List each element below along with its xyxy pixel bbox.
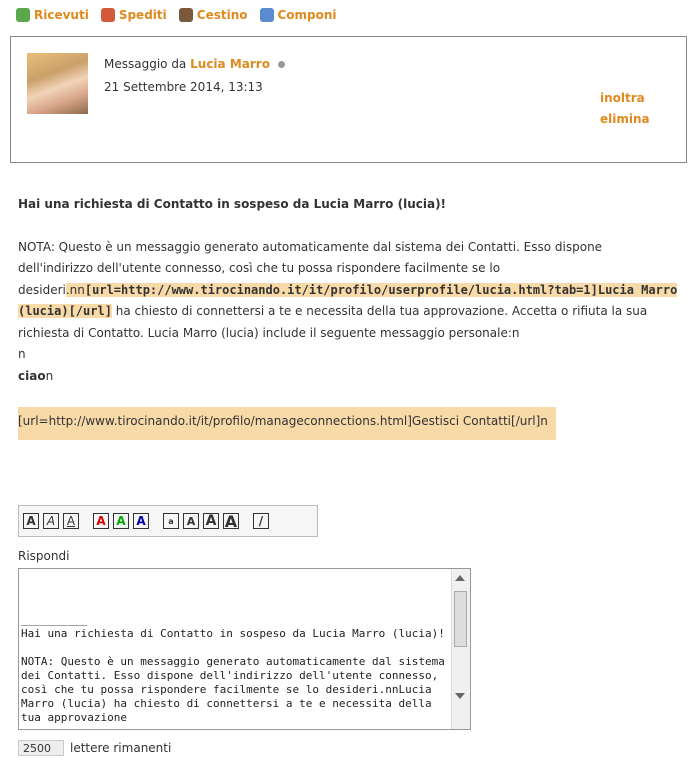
char-counter-label: lettere rimanenti xyxy=(70,741,172,755)
nav-spediti-label: Spediti xyxy=(118,8,167,22)
message-body xyxy=(18,194,678,440)
nav-cestino-label: Cestino xyxy=(196,8,248,22)
profile-link[interactable]: [url=http://www.tirocinando.it/it/profilo/userprofile/lucia.html?tab=1]Lucia Marro (lucia)[/url] xyxy=(18,282,678,318)
reply-text[interactable]: __________ Hai una richiesta di Contatto in sospeso da Lucia Marro (lucia)! NOTA: Questo è un messaggio generato automaticamente dal sistema dei Contatti. Esso dispone dell'indirizzo dell'utente connesso, così che tu possa rispondere facilmente se lo desideri.nnLucia Marro (lucia) ha chiesto di connettersi a te e necessita della tua approvazione xyxy=(21,613,445,724)
message-line-ciao xyxy=(18,366,678,388)
online-status-icon xyxy=(278,61,285,68)
message-header xyxy=(10,36,687,163)
small-font-button[interactable]: a xyxy=(163,513,179,529)
scroll-down-icon[interactable] xyxy=(455,693,465,699)
message-title: Hai una richiesta di Contatto in sospeso da Lucia Marro (lucia)! xyxy=(18,197,447,211)
char-counter-field xyxy=(18,740,64,756)
message-line-n: n xyxy=(18,347,26,361)
message-paragraph xyxy=(18,237,678,345)
mailbox-nav xyxy=(16,8,337,22)
sender-avatar[interactable] xyxy=(27,53,88,114)
sender-line xyxy=(104,57,285,71)
reply-scrollbar[interactable] xyxy=(451,569,470,729)
outbox-icon xyxy=(101,8,115,22)
nav-ricevuti[interactable] xyxy=(16,8,89,22)
italic-button[interactable]: A xyxy=(43,513,59,529)
reply-label: Rispondi xyxy=(18,549,70,563)
nav-componi-label: Componi xyxy=(277,8,337,22)
format-toolbar xyxy=(18,505,318,537)
clear-format-button[interactable]: / xyxy=(253,513,269,529)
nav-cestino[interactable] xyxy=(179,8,248,22)
message-text-b: .nn xyxy=(65,282,85,297)
delete-link[interactable]: elimina xyxy=(600,112,650,126)
forward-link[interactable]: inoltra xyxy=(600,91,645,105)
sender-prefix: Messaggio da xyxy=(104,57,187,71)
scroll-thumb[interactable] xyxy=(454,591,467,647)
manage-link[interactable]: [url=http://www.tirocinando.it/it/profilo/manageconnections.html]Gestisci Contatti[/url]n xyxy=(18,407,556,440)
xlarge-font-button[interactable]: A xyxy=(224,511,238,531)
sender-name-link[interactable]: Lucia Marro xyxy=(190,57,270,71)
nav-spediti[interactable] xyxy=(101,8,167,22)
red-color-button[interactable]: A xyxy=(93,513,109,529)
green-color-button[interactable]: A xyxy=(113,513,129,529)
bold-button[interactable]: A xyxy=(23,513,39,529)
underline-button[interactable]: A xyxy=(63,513,79,529)
message-text-d: ha chiesto di connettersi a te e necessita della tua approvazione. Accetta o rifiuta la sua richiesta di Contatto. Lucia Marro (lucia) include il seguente messaggio personale:n xyxy=(18,304,648,340)
compose-icon xyxy=(260,8,274,22)
blue-color-button[interactable]: A xyxy=(133,513,149,529)
message-date: 21 Settembre 2014, 13:13 xyxy=(104,80,263,94)
nav-componi[interactable] xyxy=(260,8,337,22)
message-text-a: NOTA: Questo è un messaggio generato automaticamente dal sistema dei Contatti. Esso dispone dell'indirizzo dell'utente connesso, così che tu possa rispondere facilmente se lo desideri xyxy=(18,239,603,297)
ciao-n: n xyxy=(45,368,54,383)
large-font-button[interactable]: A xyxy=(203,513,219,529)
normal-font-button[interactable]: A xyxy=(183,513,199,529)
trash-icon xyxy=(179,8,193,22)
inbox-icon xyxy=(16,8,30,22)
nav-ricevuti-label: Ricevuti xyxy=(34,8,89,22)
scroll-up-icon[interactable] xyxy=(455,575,465,581)
char-counter xyxy=(18,740,171,756)
reply-textarea[interactable] xyxy=(18,568,471,730)
ciao-bold: ciao xyxy=(18,368,46,383)
